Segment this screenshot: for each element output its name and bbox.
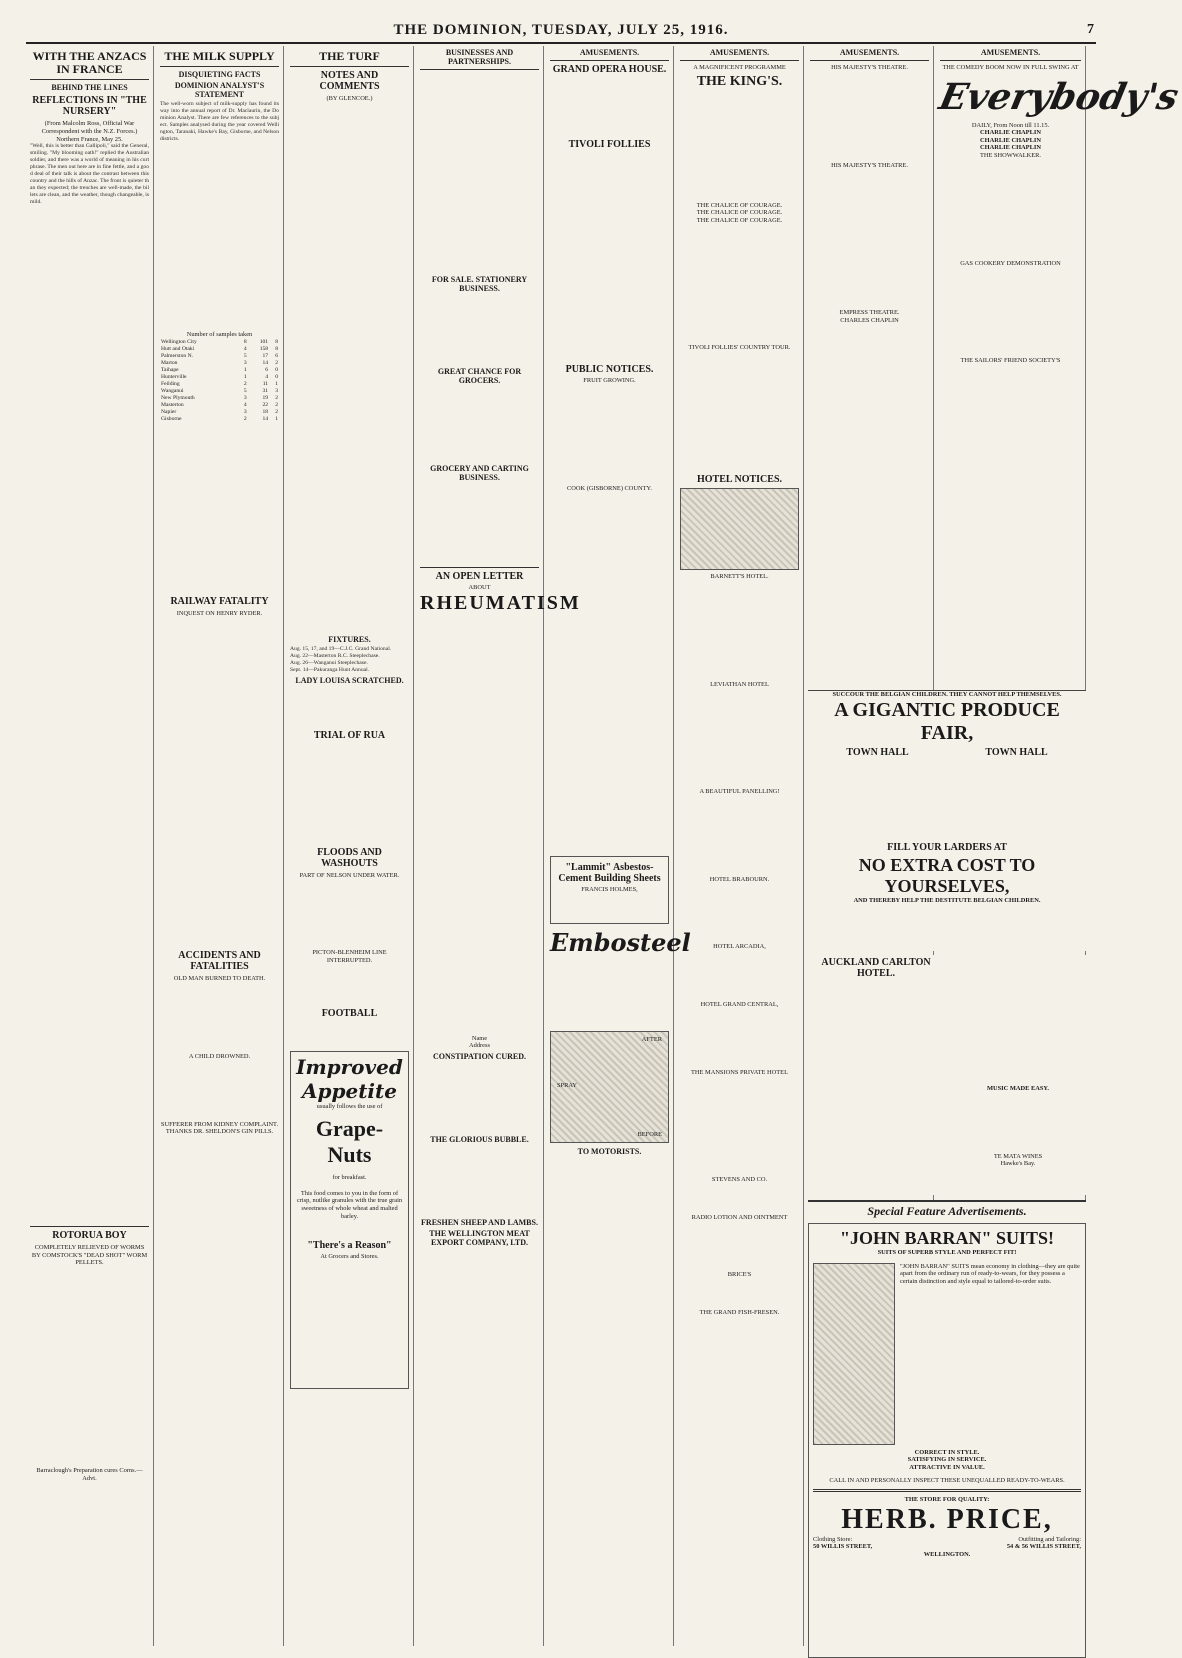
address-label: Address — [469, 1042, 490, 1050]
address-1: 50 WILLIS STREET, — [813, 1543, 873, 1551]
chalice-1: THE CHALICE OF COURAGE. — [696, 201, 783, 209]
name-label: Name — [471, 1034, 488, 1042]
table-row — [160, 339, 279, 346]
stevens-co: STEVENS AND CO. — [711, 1176, 768, 1184]
hawkes-bay: Hawke's Bay. — [1000, 1160, 1036, 1168]
district-cell: Gisborne — [161, 415, 182, 422]
subhead-lady-louisa: LADY LOUISA SCRATCHED. — [295, 675, 404, 685]
list-item: Sept. 14—Pakuranga Hunt Annual. — [290, 666, 370, 673]
count-cell: 8 — [275, 338, 278, 345]
comedy-boom: THE COMEDY BOOM NOW IN FULL SWING AT — [942, 64, 1079, 71]
subhead-behind-lines: BEHIND THE LINES — [51, 83, 128, 93]
fixtures-title: FIXTURES. — [328, 634, 371, 644]
masthead-title: THE DOMINION, TUESDAY, JULY 25, 1916. — [393, 22, 729, 38]
headline-rotorua: ROTORUA BOY — [52, 1230, 127, 1242]
hotel-grand: HOTEL GRAND CENTRAL, — [700, 1000, 779, 1008]
count-cell: 22 — [262, 401, 269, 408]
meat-company: THE WELLINGTON MEAT EXPORT COMPANY, LTD. — [429, 1228, 530, 1247]
ad-reason: "There's a Reason" — [307, 1240, 392, 1252]
correct-in-style: CORRECT IN STYLE. — [914, 1448, 980, 1456]
count-cell: 2 — [275, 408, 278, 415]
ad-improved: Improved — [296, 1054, 403, 1079]
clothing-store: Clothing Store: — [813, 1535, 853, 1543]
rotorua-sub: COMPLETELY RELIEVED OF WORMS BY COMSTOCK'S "DEAD SHOT" WORM PELLETS. — [31, 1244, 148, 1267]
district-cell: Palmerston N. — [161, 352, 194, 359]
ad-breakfast: for breakfast. — [332, 1174, 367, 1182]
headline-amusements-3: AMUSEMENTS. — [839, 48, 900, 57]
count-cell: 31 — [262, 387, 269, 394]
headline-constipation: CONSTIPATION CURED. — [432, 1051, 527, 1061]
ad-opera-house: GRAND OPERA HOUSE. — [552, 64, 667, 75]
subhead-notes: NOTES AND COMMENTS — [319, 70, 380, 93]
count-cell: 1 — [243, 373, 247, 380]
count-cell: 0 — [275, 366, 278, 373]
district-cell: Masterton — [161, 401, 184, 408]
empress-theatre: EMPRESS THEATRE. — [839, 309, 900, 317]
town-hall-left: TOWN HALL — [846, 746, 909, 758]
count-cell: 3 — [243, 359, 247, 366]
ad-appetite: Appetite — [301, 1078, 397, 1103]
count-cell: 101 — [259, 338, 269, 345]
divider — [30, 79, 149, 80]
special-feature-heading: Special Feature Advertisements. — [867, 1204, 1027, 1218]
list-item: CHARLIE CHAPLIN — [980, 129, 1041, 137]
count-cell: 8 — [243, 338, 247, 345]
headline-accidents: ACCIDENTS AND FATALITIES — [178, 950, 261, 973]
cook-county: COOK (GISBORNE) COUNTY. — [567, 484, 652, 492]
masthead — [26, 20, 1096, 44]
headline-motorists: TO MOTORISTS. — [577, 1147, 642, 1157]
caption-after: AFTER — [641, 1036, 662, 1044]
list-item: Aug. 22—Masterton R.C. Steeplechase. — [290, 652, 380, 659]
barran-title: "JOHN BARRAN" SUITS! — [839, 1228, 1054, 1248]
table-row — [160, 360, 279, 367]
count-cell: 2 — [275, 401, 278, 408]
byline-glencoe: (BY GLENCOE.) — [326, 95, 373, 103]
showwalker: THE SHOWWALKER. — [979, 151, 1042, 159]
daily-hours: DAILY, From Noon till 11.15. — [971, 121, 1050, 129]
list-item: CHARLIE CHAPLIN — [980, 144, 1041, 152]
chaplin-list — [940, 129, 1081, 152]
letter-rheumatism: RHEUMATISM — [420, 591, 581, 614]
ad-food-desc: This food comes to you in the form of crisp, nutlike granules with the true grain sweetness of whole wheat and malted barley. — [296, 1189, 403, 1220]
relieve-belgian: AND THEREBY HELP THE DESTITUTE BELGIAN CHILDREN. — [853, 896, 1041, 904]
subhead-picton: PICTON-BLENHEIM LINE INTERRUPTED. — [312, 949, 387, 964]
count-cell: 5 — [243, 352, 247, 359]
count-cell: 1 — [243, 366, 247, 373]
district-cell: Hutt and Otaki — [161, 345, 195, 352]
town-hall-right: TOWN HALL — [985, 746, 1048, 758]
barran-ad — [808, 1223, 1086, 1658]
succour: SUCCOUR THE BELGIAN CHILDREN. THEY CANNOT HELP THEMSELVES. — [832, 691, 1062, 698]
table-row — [160, 367, 279, 374]
count-cell: 8 — [275, 345, 278, 352]
sailors-friend: THE SAILORS' FRIEND SOCIETY'S — [960, 357, 1061, 365]
fill-larders: FILL YOUR LARDERS AT — [887, 841, 1007, 853]
count-cell: 2 — [275, 359, 278, 366]
letter-about: ABOUT — [468, 584, 491, 591]
count-cell: 3 — [243, 408, 247, 415]
embosteel-logo: Embosteel — [550, 928, 691, 958]
francis-holmes: FRANCIS HOLMES, — [581, 886, 638, 894]
count-cell: 5 — [243, 387, 247, 394]
attractive-in-value: ATTRACTIVE IN VALUE. — [909, 1463, 985, 1471]
spray-illustration — [550, 1031, 669, 1143]
table-row — [160, 388, 279, 395]
list-item: Aug. 15, 17, and 19—C.J.C. Grand National. — [290, 645, 392, 652]
headline-sheep: FRESHEN SHEEP AND LAMBS. — [421, 1217, 538, 1227]
table-title: Number of samples taken — [186, 331, 253, 339]
byline: (From Malcolm Ross, Official War Correspondent with the N.Z. Forces.) — [41, 120, 138, 135]
table-row — [160, 395, 279, 402]
district-cell: Marton — [161, 359, 178, 366]
district-cell: Feilding — [161, 380, 180, 387]
district-cell: Hunterville — [161, 373, 187, 380]
gas-cookery: GAS COOKERY DEMONSTRATION — [960, 259, 1061, 267]
everybodys-logo: Everybody's — [935, 75, 1182, 118]
chaplin: CHARLES CHAPLIN — [840, 316, 899, 324]
column-amusements-1 — [546, 46, 691, 1646]
advt-footer: Barraclough's Preparation cures Corns.—Advt. — [36, 1466, 143, 1482]
lammit-ad — [550, 856, 669, 924]
count-cell: 2 — [275, 394, 278, 401]
man-in-suit-illustration — [813, 1263, 895, 1445]
district-cell: New Plymouth — [161, 394, 195, 401]
headline-milk: THE MILK SUPPLY — [164, 49, 275, 63]
leviathan-hotel: LEVIATHAN HOTEL — [710, 680, 769, 688]
grand-fish: THE GRAND FISH-FRESEN. — [699, 1308, 780, 1316]
ad-magnificent: A MAGNIFICENT PROGRAMME — [693, 64, 786, 71]
headline-amusements-4: AMUSEMENTS. — [980, 48, 1041, 57]
subhead-drowned: A CHILD DROWNED. — [188, 1052, 251, 1060]
count-cell: 14 — [262, 415, 269, 422]
column-anzacs — [26, 46, 154, 1646]
subhead-disquieting: DISQUIETING FACTS — [178, 70, 261, 80]
headline-football: FOOTBALL — [321, 1007, 378, 1019]
milk-table — [160, 339, 279, 423]
te-mata: TE MATA WINES — [993, 1152, 1043, 1160]
count-cell: 3 — [275, 387, 278, 394]
headline-anzacs: WITH THE ANZACS IN FRANCE — [32, 49, 147, 77]
caption-before: BEFORE — [637, 1130, 662, 1138]
column-milk — [156, 46, 284, 1646]
count-cell: 1 — [275, 380, 278, 387]
ad-stationery: FOR SALE. STATIONERY BUSINESS. — [431, 275, 528, 293]
caption-spray: SPRAY — [557, 1082, 578, 1090]
milk-body: The well-worn subject of milk-supply has found its way into the annual report of Dr. Maclaurin, the Dominion Analyst. There are few references to the subject. Samples analysed during the year covered Wellington, Taranaki, Hawke's Bay, Gisborne, and Nelson districts. — [160, 101, 281, 143]
hotel-notices: HOTEL NOTICES. — [696, 473, 783, 485]
table-row — [160, 381, 279, 388]
music-easy: MUSIC MADE EASY. — [986, 1085, 1050, 1092]
column-amusements-2 — [676, 46, 804, 1646]
radio-lotion: RADIO LOTION AND OINTMENT — [691, 1213, 788, 1221]
ad-grocers: At Grocers and Stores. — [320, 1253, 379, 1261]
count-cell: 3 — [243, 394, 247, 401]
page-number: 7 — [1087, 22, 1094, 37]
list-item: Aug. 26—Wanganui Steeplechase. — [290, 659, 368, 666]
table-row — [160, 346, 279, 353]
table-row — [160, 353, 279, 360]
chalice-2: THE CHALICE OF COURAGE. — [696, 209, 783, 217]
city: WELLINGTON. — [923, 1550, 971, 1558]
no-extra-cost: NO EXTRA COST TO YOURSELVES, — [858, 854, 1036, 896]
outfitting: Outfitting and Tailoring: — [1018, 1535, 1081, 1543]
headline-turf: THE TURF — [319, 49, 380, 63]
article-body: "Well, this is better than Gallipoli," said the General, smiling. "My blooming oath!" replied the Australian soldier, and there was a world of meaning in his curt phrase. The men out here are in fine fettle, and a good deal of their talk is about the contrast between this country and the hills of Anzac. The front is quieter than they expected; the trenches are well-made, the billets are clean, and the weather, though changeable, is mild. — [30, 143, 151, 206]
tivoli-country: TIVOLI FOLLIES' COUNTRY TOUR. — [688, 344, 791, 352]
headline-amusements-2: AMUSEMENTS. — [709, 48, 770, 57]
herb-price: HERB. PRICE, — [841, 1503, 1053, 1535]
dateline: Northern France, May 25. — [56, 135, 123, 143]
ad-grocers-chance: GREAT CHANCE FOR GROCERS. — [437, 367, 522, 385]
his-majestys-2: HIS MAJESTY'S THEATRE. — [831, 161, 908, 169]
count-cell: 18 — [262, 408, 269, 415]
count-cell: 0 — [275, 373, 278, 380]
barran-feature — [808, 1200, 1086, 1652]
barran-sub: SUITS OF SUPERB STYLE AND PERFECT FIT! — [877, 1249, 1017, 1256]
ad-grocery-carting: GROCERY AND CARTING BUSINESS. — [430, 464, 529, 482]
fixtures-list — [290, 646, 409, 674]
ad-kings: THE KING'S. — [696, 73, 783, 89]
ad-grape-nuts: Grape-Nuts — [315, 1116, 384, 1168]
subhead-nelson: PART OF NELSON UNDER WATER. — [299, 871, 400, 879]
hotel-brabourn: HOTEL BRABOURN. — [709, 875, 770, 883]
table-row — [160, 374, 279, 381]
address-2: 54 & 56 WILLIS STREET, — [1006, 1543, 1081, 1551]
letter-heading: AN OPEN LETTER — [435, 571, 524, 582]
count-cell: 4 — [243, 345, 247, 352]
headline-businesses: BUSINESSES AND PARTNERSHIPS. — [445, 48, 514, 66]
beautiful-panelling: A BEAUTIFUL PANELLING! — [699, 788, 780, 796]
count-cell: 19 — [262, 394, 269, 401]
satisfying-in-service: SATISFYING IN SERVICE. — [907, 1456, 987, 1464]
chalice-3: THE CHALICE OF COURAGE. — [696, 216, 783, 224]
public-notices: PUBLIC NOTICES. — [565, 364, 654, 375]
hotel-arcadia: HOTEL ARCADIA, — [713, 943, 766, 951]
subhead-nursery: REFLECTIONS IN "THE NURSERY" — [32, 95, 147, 118]
subhead-gin-pills: THANKS DR. SHELDON'S GIN PILLS. — [165, 1128, 274, 1136]
ad-usually: usually follows the use of — [316, 1102, 383, 1110]
barnetts-illustration — [680, 488, 799, 570]
fruit-growing: FRUIT GROWING. — [583, 377, 636, 384]
rotorua-body — [30, 1267, 149, 1467]
district-cell: Wellington City — [161, 338, 197, 345]
count-cell: 4 — [243, 401, 247, 408]
count-cell: 11 — [262, 380, 269, 387]
headline-rua: TRIAL OF RUA — [313, 729, 386, 741]
belgian-produce-ad — [808, 690, 1086, 951]
count-cell: 6 — [275, 352, 278, 359]
column-turf — [286, 46, 414, 1646]
table-row — [160, 416, 279, 423]
count-cell: 2 — [243, 380, 247, 387]
lower-notices — [808, 955, 1086, 1195]
barran-body: "JOHN BARRAN" SUITS mean economy in clothing—they are quite apart from the ordinary run of ready-to-wears, for they possess a certain distinction and style equal to tailored-to-order suits. — [900, 1262, 1080, 1285]
district-cell: Napier — [161, 408, 177, 415]
district-cell: Taihape — [161, 366, 179, 373]
count-cell: 158 — [259, 345, 269, 352]
count-cell: 1 — [275, 415, 278, 422]
headline-bubble: THE GLORIOUS BUBBLE. — [430, 1134, 529, 1144]
subhead-kidney: SUFFERER FROM KIDNEY COMPLAINT. — [160, 1120, 279, 1128]
produce-fair: A GIGANTIC PRODUCE FAIR, — [834, 698, 1060, 744]
count-cell: 6 — [265, 366, 269, 373]
grape-nuts-ad — [290, 1051, 409, 1389]
headline-railway: RAILWAY FATALITY — [170, 595, 269, 607]
count-cell: 17 — [262, 352, 269, 359]
hotel-mansions: THE MANSIONS PRIVATE HOTEL — [691, 1068, 788, 1076]
his-majestys-1: HIS MAJESTY'S THEATRE. — [831, 64, 908, 71]
call-in: CALL IN AND PERSONALLY INSPECT THESE UNEQUALLED READY-TO-WEARS. — [829, 1477, 1065, 1485]
brices: BRICE'S — [727, 1271, 752, 1279]
table-row — [160, 409, 279, 416]
count-cell: 14 — [262, 359, 269, 366]
count-cell: 2 — [243, 415, 247, 422]
lammit-title: "Lammit" Asbestos-Cement Building Sheets — [558, 862, 661, 885]
headline-amusements-1: AMUSEMENTS. — [579, 48, 640, 57]
subhead-burned: OLD MAN BURNED TO DEATH. — [173, 975, 266, 983]
subhead-inquest: INQUEST ON HENRY RYDER. — [176, 609, 263, 617]
headline-floods: FLOODS AND WASHOUTS — [317, 846, 382, 869]
table-row — [160, 402, 279, 409]
list-item: CHARLIE CHAPLIN — [980, 136, 1041, 144]
store-quality: THE STORE FOR QUALITY: — [904, 1495, 990, 1503]
count-cell: 4 — [265, 373, 269, 380]
carlton-hotel: AUCKLAND CARLTON HOTEL. — [821, 957, 931, 979]
ad-tivoli: TIVOLI FOLLIES — [568, 139, 651, 150]
district-cell: Wanganui — [161, 387, 184, 394]
subhead-analyst: DOMINION ANALYST'S STATEMENT — [174, 81, 265, 100]
barnetts-hotel: BARNETT'S HOTEL. — [710, 572, 769, 580]
